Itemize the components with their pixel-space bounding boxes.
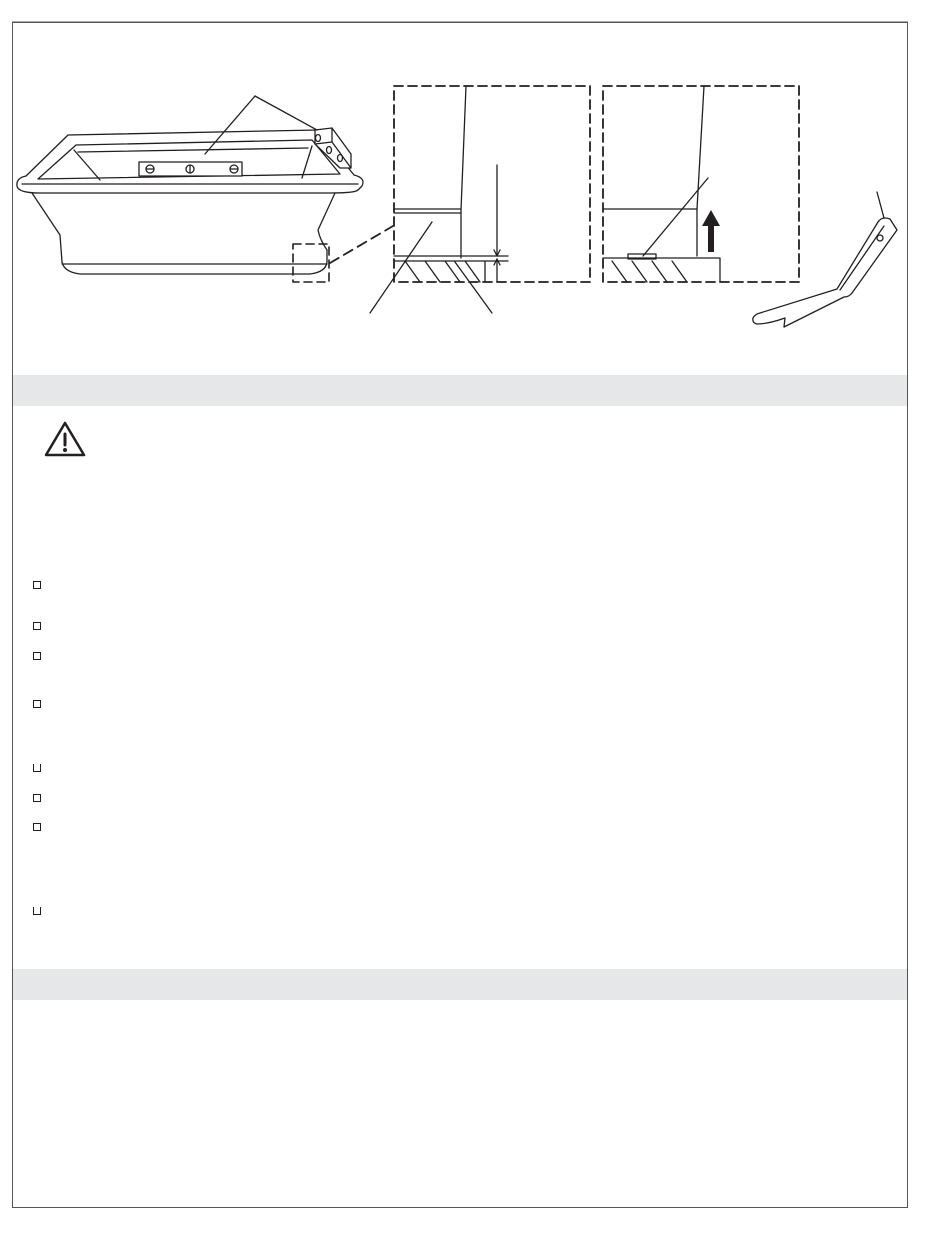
detail-view-1	[370, 86, 590, 313]
checklist-checkbox[interactable]	[33, 907, 41, 915]
level-tool-icon	[139, 162, 242, 176]
checklist-checkbox[interactable]	[33, 700, 41, 708]
checklist-checkbox[interactable]	[33, 794, 41, 802]
checklist-checkbox[interactable]	[33, 622, 41, 630]
level-tool-icon	[315, 128, 351, 168]
warning-icon	[43, 420, 87, 458]
checklist-checkbox[interactable]	[33, 581, 41, 589]
checklist-checkbox[interactable]	[33, 764, 41, 772]
section-header-band	[13, 969, 907, 1000]
section-header-band	[13, 375, 907, 406]
bathtub-drawing	[17, 130, 363, 274]
checklist-checkbox[interactable]	[33, 823, 41, 831]
detail-view-2	[603, 86, 799, 282]
up-arrow-icon	[702, 210, 720, 252]
checklist-checkbox[interactable]	[33, 652, 41, 660]
shim-wrench-icon	[753, 192, 897, 327]
installation-illustration	[0, 0, 950, 370]
